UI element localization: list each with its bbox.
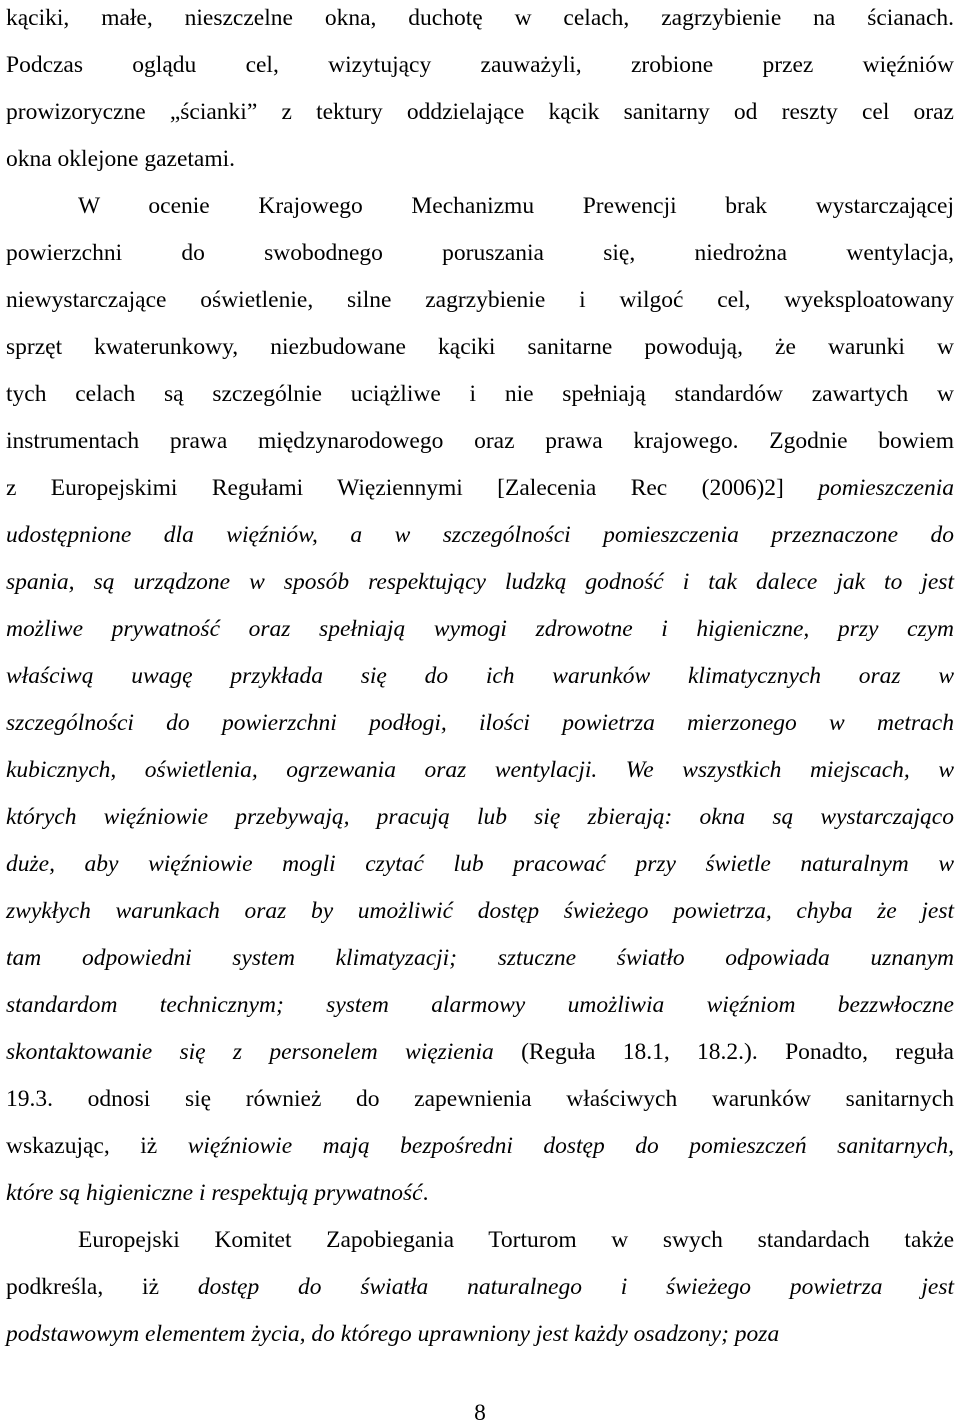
text-line <box>6 1319 954 1349</box>
italic-text-run: spania, są urządzone w sposób respektujący ludzką godność i tak dalece jak to jest <box>6 569 954 595</box>
italic-text-run: podstawowym elementem życia, do którego uprawniony jest każdy osadzony; poza <box>6 1321 780 1347</box>
text-line <box>6 332 954 362</box>
italic-text-run: skontaktowanie się z personelem więzienia <box>6 1039 494 1065</box>
italic-text-run: możliwe prywatność oraz spełniają wymogi zdrowotne i higieniczne, przy czym <box>6 616 954 642</box>
text-line <box>6 379 954 409</box>
text-run: niewystarczające oświetlenie, silne zagrzybienie i wilgoć cel, wyeksploatowany <box>6 287 954 313</box>
text-run: podkreśla, iż <box>6 1274 198 1300</box>
text-run: okna oklejone gazetami. <box>6 146 236 172</box>
text-line <box>6 849 954 879</box>
italic-text-run: zwykłych warunkach oraz by umożliwić dostęp świeżego powietrza, chyba że jest <box>6 898 954 924</box>
text-run: instrumentach prawa międzynarodowego oraz prawa krajowego. Zgodnie bowiem <box>6 428 954 454</box>
text-line <box>6 990 954 1020</box>
text-line <box>78 191 954 221</box>
text-line <box>6 755 954 785</box>
text-line <box>78 1225 954 1255</box>
text-line <box>6 896 954 926</box>
italic-text-run: więźniowie mają bezpośredni dostęp do pomieszczeń sanitarnych, <box>187 1133 955 1159</box>
italic-text-run: pomieszczenia <box>818 475 954 501</box>
italic-text-run: duże, aby więźniowie mogli czytać lub pracować przy świetle naturalnym w <box>6 851 954 877</box>
text-line <box>6 567 954 597</box>
italic-text-run: właściwą uwagę przykłada się do ich warunków klimatycznych oraz w <box>6 663 954 689</box>
page-number: 8 <box>474 1400 486 1426</box>
text-line <box>6 426 954 456</box>
text-line <box>6 144 954 174</box>
italic-text-run: których więźniowie przebywają, pracują lub się zbierają: okna są wystarczająco <box>6 804 954 830</box>
italic-text-run: które są higieniczne i respektują prywatność <box>6 1180 423 1206</box>
text-line <box>6 520 954 550</box>
text-line <box>6 473 954 503</box>
italic-text-run: dostęp do światła naturalnego i świeżego powietrza jest <box>197 1274 954 1300</box>
text-run: kąciki, małe, nieszczelne okna, duchotę w celach, zagrzybienie na ścianach. <box>6 5 954 31</box>
italic-text-run: tam odpowiedni system klimatyzacji; sztuczne światło odpowiada uznanym <box>6 945 954 971</box>
text-run: z Europejskimi Regułami Więziennymi [Zalecenia Rec (2006)2] <box>6 475 819 501</box>
text-line <box>6 661 954 691</box>
text-line <box>6 614 954 644</box>
text-line <box>6 1131 954 1161</box>
text-run: W ocenie Krajowego Mechanizmu Prewencji brak wystarczającej <box>78 193 954 219</box>
italic-text-run: standardom technicznym; system alarmowy umożliwia więźniom bezzwłoczne <box>6 992 954 1018</box>
text-line <box>6 1037 954 1067</box>
text-line <box>6 802 954 832</box>
text-line <box>6 1272 954 1302</box>
text-run: (Reguła 18.1, 18.2.). Ponadto, reguła <box>493 1039 954 1065</box>
italic-text-run: udostępnione dla więźniów, a w szczególności pomieszczenia przeznaczone do <box>6 522 954 548</box>
text-line <box>6 943 954 973</box>
italic-text-run: kubicznych, oświetlenia, ogrzewania oraz wentylacji. We wszystkich miejscach, w <box>6 757 954 783</box>
text-line <box>6 238 954 268</box>
text-run: sprzęt kwaterunkowy, niezbudowane kąciki sanitarne powodują, że warunki w <box>6 334 954 360</box>
text-run: prowizoryczne „ścianki” z tektury oddzielające kącik sanitarny od reszty cel oraz <box>6 99 954 125</box>
text-run: powierzchni do swobodnego poruszania się, niedrożna wentylacja, <box>6 240 954 266</box>
text-line <box>6 50 954 80</box>
text-run: Europejski Komitet Zapobiegania Torturom w swych standardach także <box>78 1227 954 1253</box>
text-run: Podczas oglądu cel, wizytujący zauważyli, zrobione przez więźniów <box>6 52 954 78</box>
text-line <box>6 285 954 315</box>
text-line <box>6 97 954 127</box>
text-run: . <box>422 1180 429 1206</box>
italic-text-run: szczególności do powierzchni podłogi, ilości powietrza mierzonego w metrach <box>6 710 954 736</box>
text-line <box>6 708 954 738</box>
text-run: tych celach są szczególnie uciążliwe i nie spełniają standardów zawartych w <box>6 381 954 407</box>
text-run: wskazując, iż <box>6 1133 188 1159</box>
text-line <box>6 1084 954 1114</box>
text-line <box>6 1178 954 1208</box>
text-line <box>6 3 954 33</box>
text-run: 19.3. odnosi się również do zapewnienia właściwych warunków sanitarnych <box>6 1086 954 1112</box>
